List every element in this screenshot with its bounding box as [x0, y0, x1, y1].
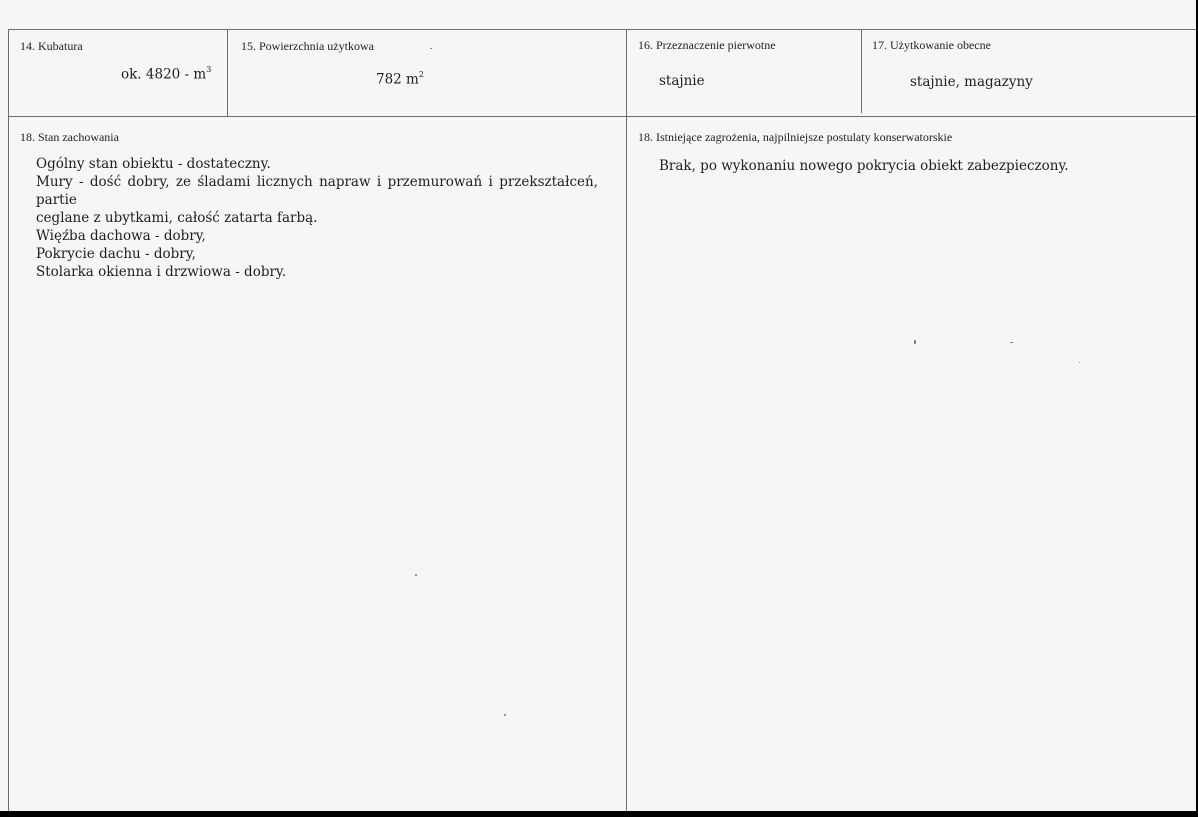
scan-speck [1010, 342, 1013, 343]
stan-zachowania-label: 18. Stan zachowania [20, 130, 119, 144]
uzytkowanie-value: stajnie, magazyny [910, 74, 1033, 90]
kubatura-value [121, 66, 211, 83]
table-top-border [8, 29, 1196, 30]
powierzchnia-value-text: 782 m [376, 71, 419, 88]
scan-speck [430, 48, 432, 49]
zagrozenia-label: 18. Istniejące zagrożenia, najpilniejsze postulaty konserwatorskie [638, 130, 953, 144]
center-divider [626, 29, 627, 811]
stan-line: Pokrycie dachu - dobry, [36, 246, 196, 262]
przeznaczenie-value: stajnie [659, 73, 705, 89]
przeznaczenie-label: 16. Przeznaczenie pierwotne [638, 38, 776, 52]
stan-line: ceglane z ubytkami, całość zatarta farbą. [36, 210, 318, 226]
stan-line: Stolarka okienna i drzwiowa - dobry. [36, 264, 287, 280]
stan-line: Więźba dachowa - dobry, [36, 228, 206, 244]
kubatura-label: 14. Kubatura [20, 39, 83, 53]
powierzchnia-unit-exponent: 2 [418, 70, 424, 79]
scan-speck [504, 714, 506, 716]
scan-speck [914, 340, 916, 344]
scan-speck [1079, 362, 1080, 363]
stan-line: Mury - dość dobry, ze śladami licznych napraw i przemurowań i przekształceń, partie [36, 174, 598, 208]
cell-divider-16-17 [861, 29, 862, 113]
row-divider [8, 116, 1196, 117]
uzytkowanie-label: 17. Użytkowanie obecne [872, 38, 991, 52]
stan-zachowania-text [36, 155, 598, 281]
left-border [8, 29, 9, 811]
kubatura-unit-exponent: 3 [206, 65, 212, 74]
powierzchnia-label: 15. Powierzchnia użytkowa [241, 39, 374, 53]
zagrozenia-text: Brak, po wykonaniu nowego pokrycia obiekt zabezpieczony. [659, 158, 1069, 174]
stan-line: Ogólny stan obiektu - dostateczny. [36, 156, 271, 172]
cell-divider-14-15 [227, 29, 228, 116]
scan-speck [415, 574, 417, 576]
scan-border-bottom [0, 811, 1198, 817]
kubatura-value-text: ok. 4820 - m [121, 66, 207, 83]
powierzchnia-value [376, 71, 424, 88]
